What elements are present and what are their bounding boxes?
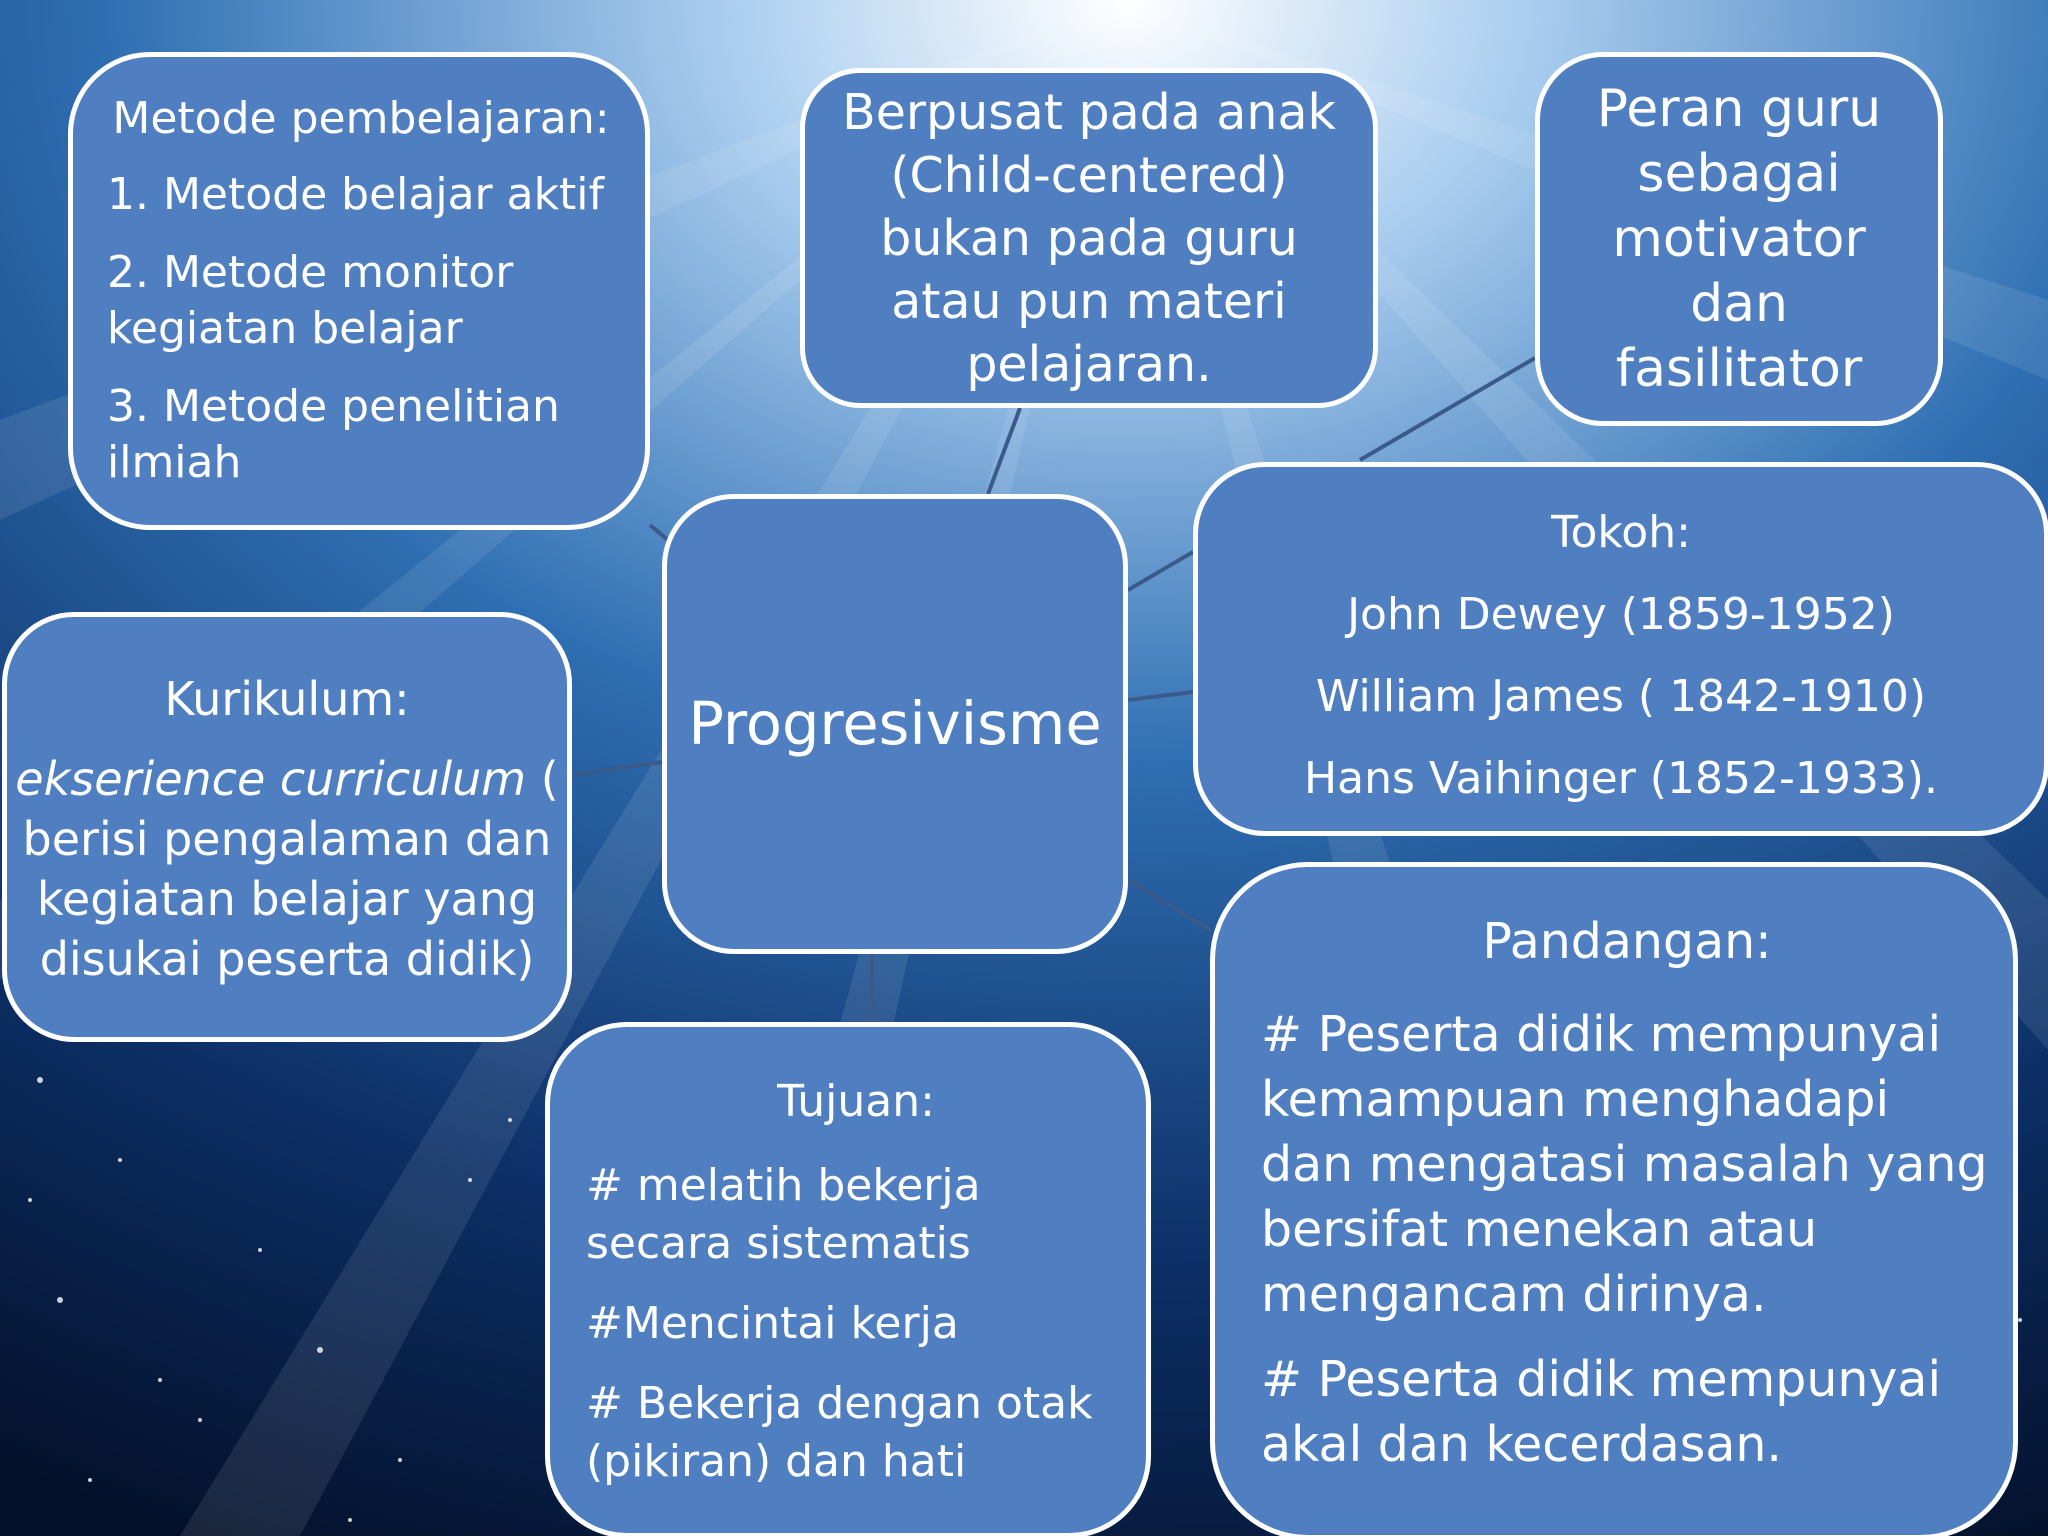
berpusat-box <box>800 68 1378 408</box>
tokoh-box <box>1193 462 2048 836</box>
progresivisme-center-box <box>662 494 1128 954</box>
tujuan-item-3: # Bekerja dengan otak (pikiran) dan hati <box>586 1378 1093 1487</box>
connector-tokoh-2 <box>1128 692 1193 700</box>
metode-title: Metode pembelajaran: <box>112 93 610 144</box>
pandangan-item-1: # Peserta didik mempunyai kemampuan menghadapi dan mengatasi masalah yang bersifat menekan atau mengancam dirinya. <box>1261 1006 1988 1323</box>
kurikulum-text <box>7 749 567 989</box>
kurikulum-rest: ( berisi pengalaman dan kegiatan belajar yang disukai peserta didik) <box>22 752 559 986</box>
tokoh-item-3: Hans Vaihinger (1852-1933). <box>1304 753 1938 804</box>
connector-metode <box>650 525 668 540</box>
metode-item-1: 1. Metode belajar aktif <box>107 169 605 220</box>
pandangan-title: Pandangan: <box>1482 913 1772 970</box>
tokoh-title: Tokoh: <box>1551 507 1691 558</box>
pandangan-item-2: # Peserta didik mempunyai akal dan kecerdasan. <box>1261 1351 1942 1473</box>
connector-peran <box>1360 358 1535 460</box>
berpusat-text: Berpusat pada anak (Child-centered) bukan pada guru atau pun materi pelajaran. <box>842 83 1336 393</box>
connector-berpusat <box>988 408 1020 494</box>
pandangan-box <box>1210 862 2018 1540</box>
metode-box <box>68 52 650 530</box>
metode-item-2: 2. Metode monitor kegiatan belajar <box>107 247 514 354</box>
tokoh-item-1: John Dewey (1859-1952) <box>1347 589 1895 640</box>
connector-pandangan <box>1128 880 1210 930</box>
peran-text: Peran guru sebagai motivator dan fasilitator <box>1596 78 1882 399</box>
tokoh-item-2: William James ( 1842-1910) <box>1315 671 1927 722</box>
peran-box <box>1535 52 1943 426</box>
connector-kurikulum <box>572 762 662 775</box>
tujuan-item-1: # melatih bekerja secara sistematis <box>586 1160 981 1269</box>
kurikulum-box <box>2 612 572 1042</box>
kurikulum-italic: ekserience curriculum <box>15 752 527 806</box>
connector-tokoh-1 <box>1128 552 1193 590</box>
metode-item-3: 3. Metode penelitian ilmiah <box>107 381 560 488</box>
kurikulum-title: Kurikulum: <box>164 672 410 726</box>
center-label: Progresivisme <box>688 689 1102 758</box>
tujuan-box <box>545 1022 1151 1538</box>
tujuan-title: Tujuan: <box>777 1076 935 1127</box>
tujuan-item-2: #Mencintai kerja <box>586 1298 959 1349</box>
